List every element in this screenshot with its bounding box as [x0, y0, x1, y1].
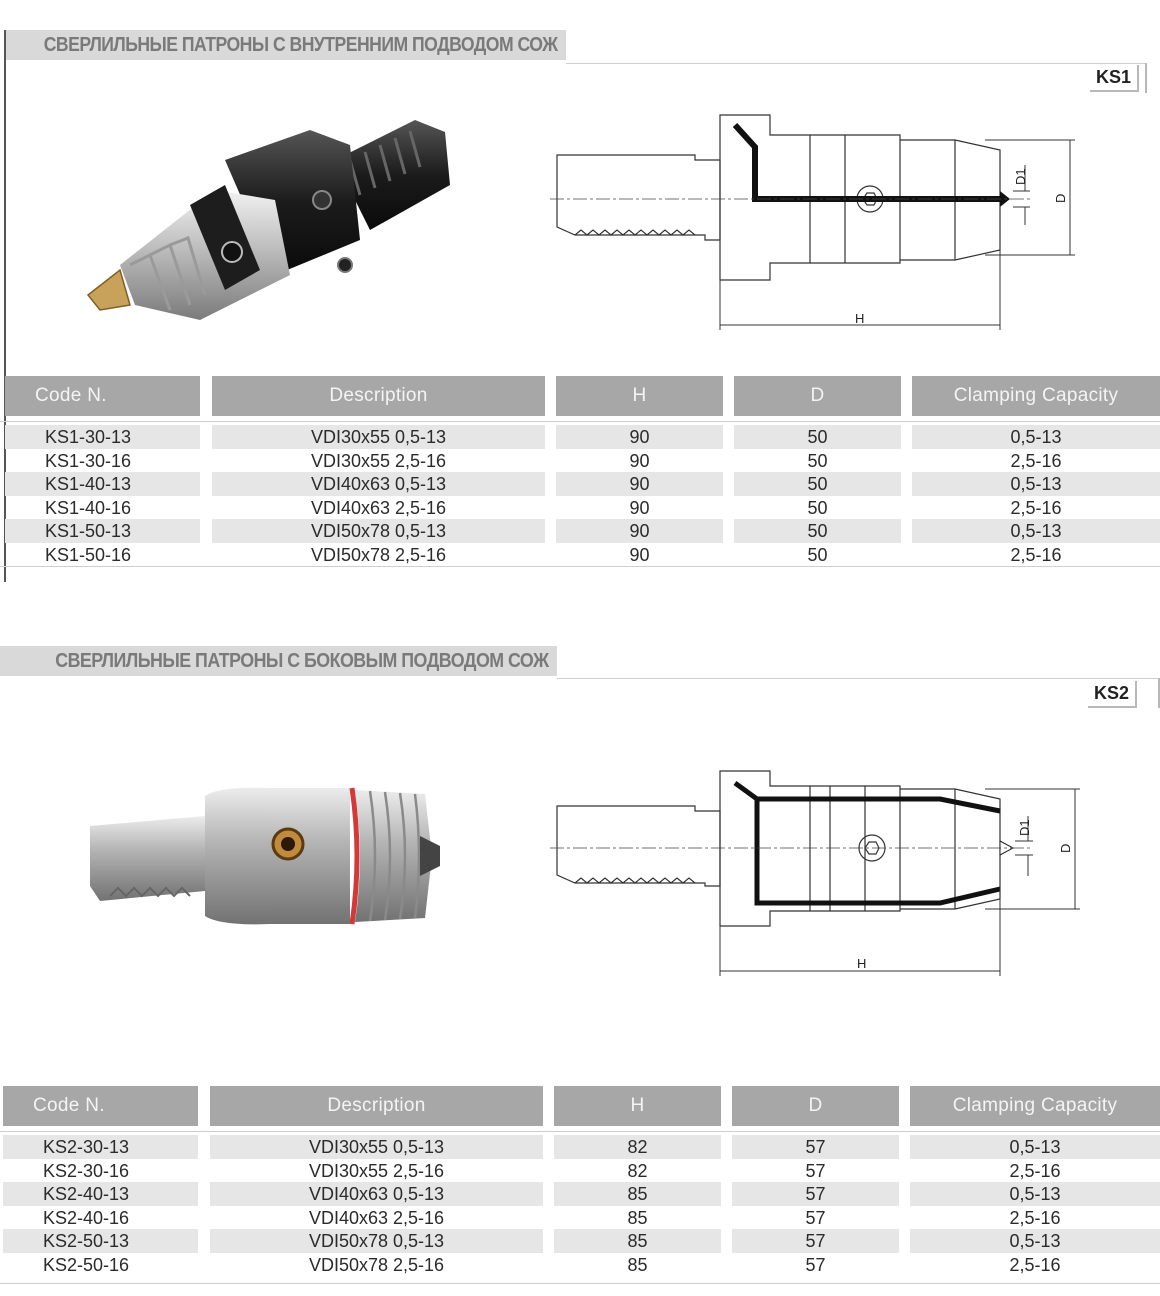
cell-h: 82	[554, 1135, 721, 1159]
cell-h: 90	[629, 450, 650, 471]
cell-code: KS2-30-13	[3, 1135, 198, 1159]
coolant-channel	[735, 783, 1000, 903]
cell-clamping: 0,5-13	[912, 425, 1160, 449]
cell-clamping: 2,5-16	[1009, 1255, 1061, 1275]
cell-code: KS1-50-16	[45, 545, 132, 565]
chuck-jaws	[420, 836, 440, 876]
table-row	[0, 449, 1160, 473]
collar-screw-icon	[338, 258, 352, 272]
header-rule	[0, 421, 1160, 422]
cell-code: KS1-40-16	[45, 497, 132, 518]
product-code-tag: KS1	[1090, 65, 1139, 92]
cell-description: VDI30x55 0,5-13	[212, 425, 545, 449]
col-header-h: H	[556, 376, 723, 416]
cell-d: 57	[732, 1182, 899, 1206]
col-header-d: D	[732, 1086, 899, 1126]
col-header-clamping: Clamping Capacity	[912, 376, 1160, 416]
cell-d: 57	[805, 1255, 826, 1275]
key-hole-icon	[222, 242, 242, 262]
cell-h: 85	[627, 1207, 648, 1228]
chuck-body	[205, 788, 270, 925]
table-bottom-rule	[0, 566, 1160, 567]
dimension-d1-label: D1	[1013, 168, 1028, 185]
shank	[90, 816, 205, 901]
cell-code: KS2-30-16	[43, 1160, 130, 1181]
section-title	[0, 646, 557, 676]
cell-code: KS1-40-13	[5, 472, 200, 496]
coolant-channel	[735, 125, 1005, 199]
cell-h: 90	[556, 425, 723, 449]
cell-d: 57	[732, 1229, 899, 1253]
dimension-h-label: H	[857, 956, 867, 971]
cell-description: VDI40x63 2,5-16	[308, 1207, 445, 1228]
cell-h: 85	[554, 1182, 721, 1206]
cell-clamping: 0,5-13	[912, 519, 1160, 543]
technical-drawing	[545, 761, 1085, 986]
cell-d: 50	[807, 497, 828, 518]
table-row	[0, 472, 1160, 496]
product-photo	[60, 90, 470, 330]
cell-clamping: 2,5-16	[1010, 497, 1062, 518]
cell-h: 90	[556, 472, 723, 496]
table-row	[0, 1206, 1160, 1230]
cell-d: 57	[732, 1135, 899, 1159]
right-border	[1145, 63, 1147, 93]
cell-h: 85	[627, 1255, 648, 1275]
right-border	[1158, 678, 1160, 708]
cell-h: 90	[556, 519, 723, 543]
dimension-h-label: H	[855, 311, 865, 326]
cell-d: 50	[734, 425, 901, 449]
coolant-port-hole	[281, 837, 295, 851]
cell-d: 57	[805, 1207, 826, 1228]
cell-clamping: 0,5-13	[912, 472, 1160, 496]
section-title-text: СВЕРЛИЛЬНЫЕ ПАТРОНЫ С ВНУТРЕННИМ ПОДВОДОМ СОЖ	[43, 34, 558, 56]
cell-clamping: 2,5-16	[1010, 545, 1062, 565]
cell-description: VDI50x78 2,5-16	[308, 1255, 445, 1275]
cell-d: 57	[805, 1160, 826, 1181]
section-title	[5, 30, 566, 60]
cell-clamping: 2,5-16	[1009, 1207, 1061, 1228]
spec-table	[0, 1086, 1160, 1296]
dimension-d1-label: D1	[1017, 819, 1032, 836]
product-photo	[80, 746, 460, 966]
col-header-d: D	[734, 376, 901, 416]
cell-h: 90	[629, 497, 650, 518]
col-header-code: Code N.	[5, 376, 200, 416]
header-rule	[0, 1131, 1160, 1132]
cell-d: 50	[807, 450, 828, 471]
cell-description: VDI30x55 0,5-13	[210, 1135, 543, 1159]
dimension-d-label: D	[1058, 843, 1073, 853]
table-row	[0, 1253, 1160, 1277]
cell-clamping: 0,5-13	[910, 1229, 1160, 1253]
table-row	[0, 1229, 1160, 1253]
cell-description: VDI30x55 2,5-16	[308, 1160, 445, 1181]
col-header-description: Description	[212, 376, 545, 416]
cell-clamping: 2,5-16	[1010, 450, 1062, 471]
cell-h: 90	[629, 545, 650, 565]
cell-clamping: 0,5-13	[910, 1135, 1160, 1159]
chuck-jaw-tip	[88, 270, 130, 310]
cell-h: 82	[627, 1160, 648, 1181]
table-row	[0, 543, 1160, 567]
title-rule	[566, 63, 1146, 64]
cell-code: KS2-40-16	[43, 1207, 130, 1228]
section-ks2	[0, 646, 1160, 1296]
col-header-description: Description	[210, 1086, 543, 1126]
technical-drawing	[545, 95, 1085, 340]
cell-d: 50	[807, 545, 828, 565]
cell-code: KS1-50-13	[5, 519, 200, 543]
cell-description: VDI50x78 0,5-13	[210, 1229, 543, 1253]
section-ks1	[0, 0, 1160, 590]
col-header-h: H	[554, 1086, 721, 1126]
cell-d: 50	[734, 472, 901, 496]
red-ring	[352, 788, 357, 924]
product-code-tag: KS2	[1088, 681, 1137, 708]
table-row	[0, 496, 1160, 520]
col-header-clamping: Clamping Capacity	[910, 1086, 1160, 1126]
cell-description: VDI40x63 0,5-13	[212, 472, 545, 496]
cell-h: 85	[554, 1229, 721, 1253]
cell-d: 50	[734, 519, 901, 543]
cell-code: KS2-50-13	[3, 1229, 198, 1253]
cell-clamping: 2,5-16	[1009, 1160, 1061, 1181]
col-header-code: Code N.	[3, 1086, 198, 1126]
table-bottom-rule	[0, 1283, 1160, 1284]
title-rule	[557, 678, 1160, 679]
collar-screw-icon	[313, 191, 331, 209]
spec-table	[0, 376, 1160, 576]
cell-description: VDI40x63 0,5-13	[210, 1182, 543, 1206]
cell-clamping: 0,5-13	[910, 1182, 1160, 1206]
section-title-text: СВЕРЛИЛЬНЫЕ ПАТРОНЫ С БОКОВЫМ ПОДВОДОМ СОЖ	[55, 650, 549, 672]
cell-description: VDI50x78 0,5-13	[212, 519, 545, 543]
cell-description: VDI40x63 2,5-16	[310, 497, 447, 518]
table-row	[0, 425, 1160, 449]
cell-description: VDI30x55 2,5-16	[310, 450, 447, 471]
table-row	[0, 1182, 1160, 1206]
cell-code: KS2-40-13	[3, 1182, 198, 1206]
dimension-d-label: D	[1053, 193, 1068, 203]
table-row	[0, 1159, 1160, 1183]
cell-description: VDI50x78 2,5-16	[310, 545, 447, 565]
cell-code: KS1-30-16	[45, 450, 132, 471]
table-row	[0, 519, 1160, 543]
cell-code: KS2-50-16	[43, 1255, 130, 1275]
cell-code: KS1-30-13	[5, 425, 200, 449]
table-row	[0, 1135, 1160, 1159]
